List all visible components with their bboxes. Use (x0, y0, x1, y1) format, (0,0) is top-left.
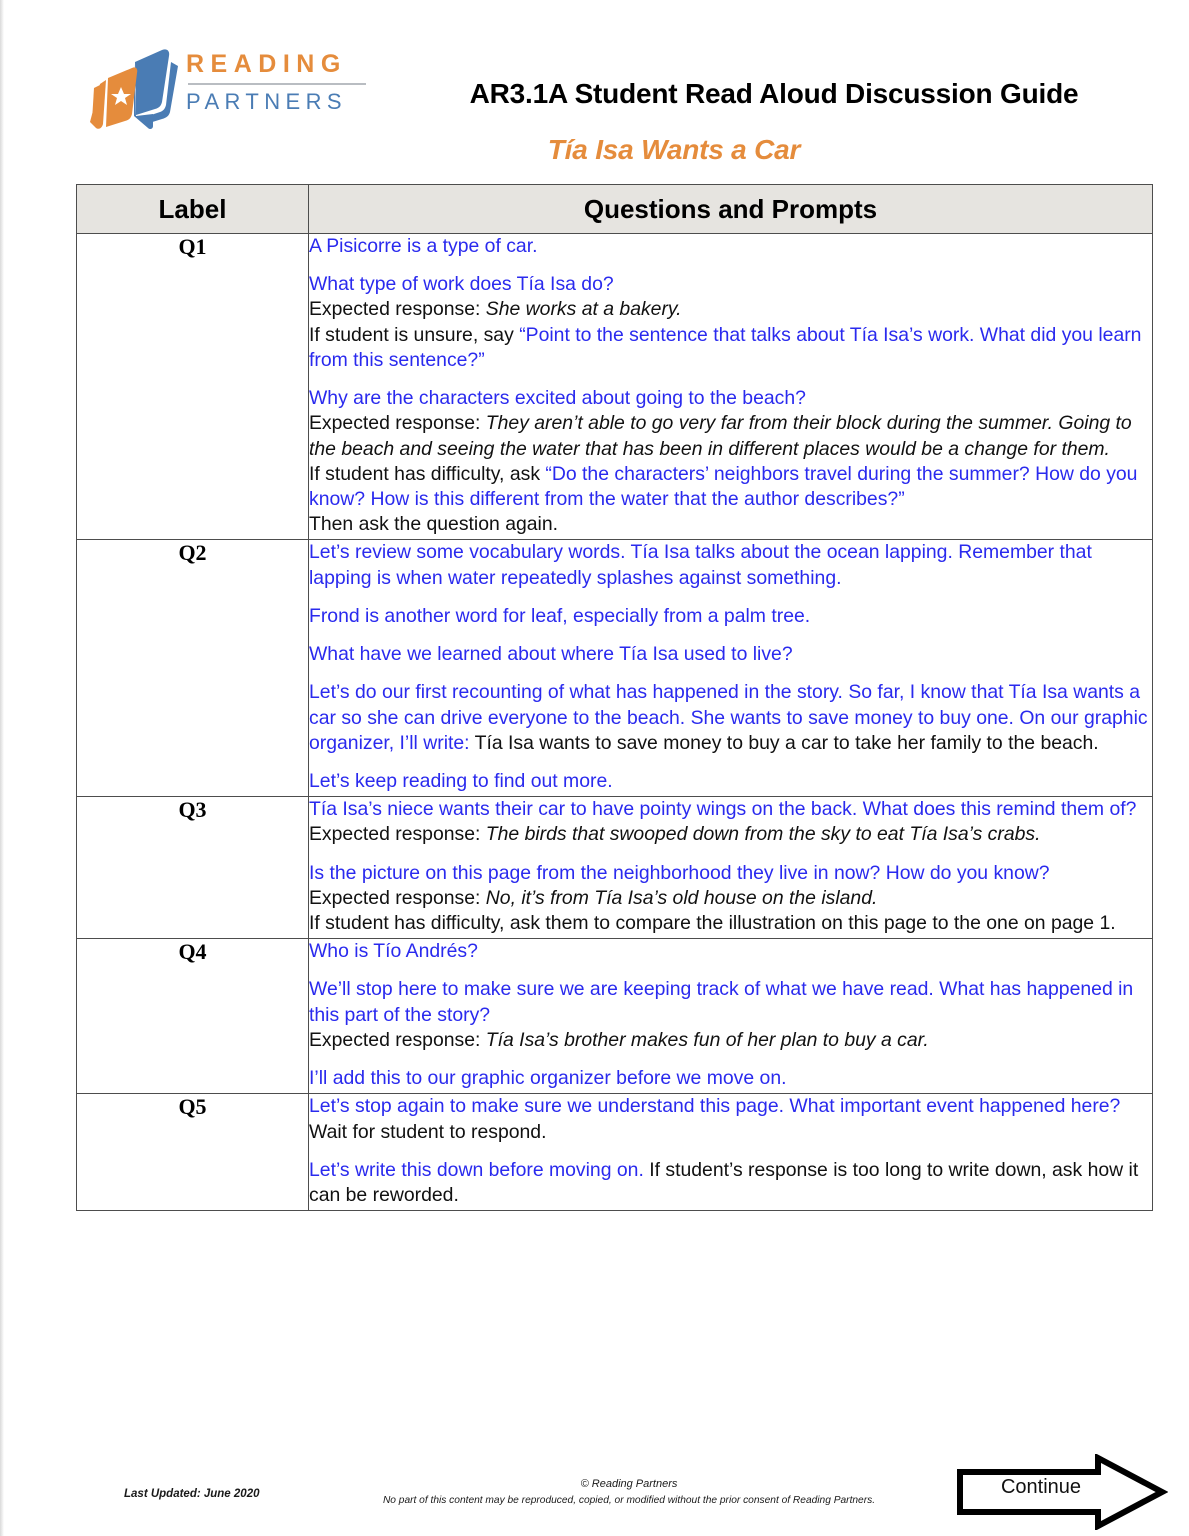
continue-button[interactable] (956, 1454, 1168, 1530)
prompt-text: Let’s stop again to make sure we understand this page. What important event happened here? (309, 1095, 1121, 1118)
prompt-text: We’ll stop here to make sure we are keeping track of what we have read. What has happened in this part of the story? (309, 978, 1134, 1026)
prompt-text: Let’s review some vocabulary words. Tía Isa talks about the ocean lapping. Remember that lapping is when water repeatedly splashes against something. (309, 541, 1092, 589)
row-prompts (309, 540, 1153, 797)
prompt-text: If student’s response is too long to write down, ask how it can be reworded. (309, 1158, 1139, 1206)
table-body (77, 234, 1153, 1211)
prompt-paragraph (309, 680, 1152, 756)
prompt-text: Tía Isa’s brother makes fun of her plan to buy a car. (485, 1028, 929, 1051)
table-row (77, 1094, 1153, 1211)
prompt-text: Let’s keep reading to find out more. (309, 769, 613, 792)
prompt-paragraph (309, 386, 1152, 537)
prompt-text: Then ask the question again. (309, 513, 559, 536)
prompt-text: No, it’s from Tía Isa’s old house on the island. (485, 886, 878, 909)
prompt-text: Expected response: (309, 1028, 486, 1051)
prompt-text: “Do the characters’ neighbors travel during the summer? How do you know? How is this different from the water that the author describes?” (309, 462, 1138, 510)
row-prompts (309, 797, 1153, 939)
copyright-line-2: No part of this content may be reproduced, copied, or modified without the prior consent of Reading Partners. (382, 1494, 876, 1506)
document-page (4, 0, 1189, 1536)
table-row (77, 797, 1153, 939)
discussion-guide-table (76, 184, 1153, 1211)
book-title: Tía Isa Wants a Car (547, 134, 801, 165)
reading-partners-logo (88, 42, 378, 134)
prompt-text: Let’s write this down before moving on. (309, 1158, 644, 1181)
prompt-paragraph (309, 1158, 1152, 1208)
prompt-text: Let’s do our first recounting of what has happened in the story. So far, I know that Tía Isa wants a car so she can drive everyone to the beach. She wants to save money to buy one. On our graphic organizer, I’ll write: (309, 681, 1148, 754)
prompt-text: If student has difficulty, ask (309, 462, 546, 485)
row-prompts (309, 1094, 1153, 1211)
row-label: Q4 (77, 939, 309, 1094)
logo-partners-text: PARTNERS (186, 89, 347, 114)
prompt-paragraph (309, 769, 1152, 794)
prompt-text: I’ll add this to our graphic organizer before we move on. (309, 1067, 787, 1090)
copyright-line-1: © Reading Partners (580, 1478, 678, 1490)
row-prompts (309, 234, 1153, 540)
prompt-paragraph (309, 604, 1152, 629)
continue-button-label: Continue (1000, 1476, 1082, 1498)
prompt-paragraph (309, 797, 1152, 847)
prompt-text: Expected response: (309, 298, 486, 321)
prompt-text: “Point to the sentence that talks about Tía Isa’s work. What did you learn from this sentence?” (309, 323, 1142, 371)
prompt-text: The birds that swooped down from the sky to eat Tía Isa’s crabs. (485, 823, 1041, 846)
prompt-text: Expected response: (309, 412, 486, 435)
table-header (77, 185, 1153, 234)
prompt-text: Expected response: (309, 886, 486, 909)
prompt-text: Why are the characters excited about going to the beach? (309, 387, 806, 410)
last-updated-text: Last Updated: June 2020 (124, 1488, 260, 1500)
column-header-prompts: Questions and Prompts (309, 185, 1153, 234)
prompt-paragraph (309, 977, 1152, 1053)
prompt-text: Wait for student to respond. (309, 1120, 547, 1143)
prompt-text: If student has difficulty, ask them to compare the illustration on this page to the one on page 1. (309, 912, 1116, 935)
prompt-text: Is the picture on this page from the neighborhood they live in now? How do you know? (309, 861, 1050, 884)
prompt-paragraph (309, 272, 1152, 373)
table-row (77, 540, 1153, 797)
prompt-paragraph (309, 642, 1152, 667)
prompt-text: Tía Isa wants to save money to buy a car to take her family to the beach. (474, 731, 1099, 754)
logo-wordmark (186, 52, 372, 113)
prompt-text: Tía Isa’s niece wants their car to have pointy wings on the back. What does this remind them of? (309, 798, 1137, 821)
prompt-text: If student is unsure, say (309, 323, 520, 346)
open-book-logo-icon (88, 44, 180, 132)
prompt-paragraph (309, 234, 1152, 259)
row-label: Q5 (77, 1094, 309, 1211)
row-label: Q2 (77, 540, 309, 797)
prompt-text: Who is Tío Andrés? (309, 940, 478, 963)
prompt-text: She works at a bakery. (485, 298, 682, 321)
row-prompts (309, 939, 1153, 1094)
prompt-paragraph (309, 1094, 1152, 1144)
prompt-paragraph (309, 939, 1152, 964)
prompt-paragraph (309, 861, 1152, 937)
page-title: AR3.1A Student Read Aloud Discussion Guide (469, 78, 1079, 109)
row-label: Q3 (77, 797, 309, 939)
prompt-paragraph (309, 540, 1152, 590)
table-header-row (77, 185, 1153, 234)
logo-divider-rule (188, 83, 366, 85)
row-label: Q1 (77, 234, 309, 540)
page-header (4, 0, 1189, 165)
table-row (77, 939, 1153, 1094)
prompt-paragraph (309, 1066, 1152, 1091)
table-row (77, 234, 1153, 540)
prompt-text: Expected response: (309, 823, 486, 846)
prompt-text: What have we learned about where Tía Isa used to live? (309, 643, 793, 666)
prompt-text: A Pisicorre is a type of car. (309, 235, 538, 257)
prompt-text: What type of work does Tía Isa do? (309, 273, 614, 296)
prompt-text: Frond is another word for leaf, especially from a palm tree. (309, 604, 811, 627)
column-header-label: Label (77, 185, 309, 234)
copyright-notice (334, 1476, 924, 1508)
prompt-text: They aren’t able to go very far from their block during the summer. Going to the beach and seeing the water that has been in different places would be a change for them. (309, 412, 1132, 460)
logo-reading-text: READING (186, 50, 347, 78)
